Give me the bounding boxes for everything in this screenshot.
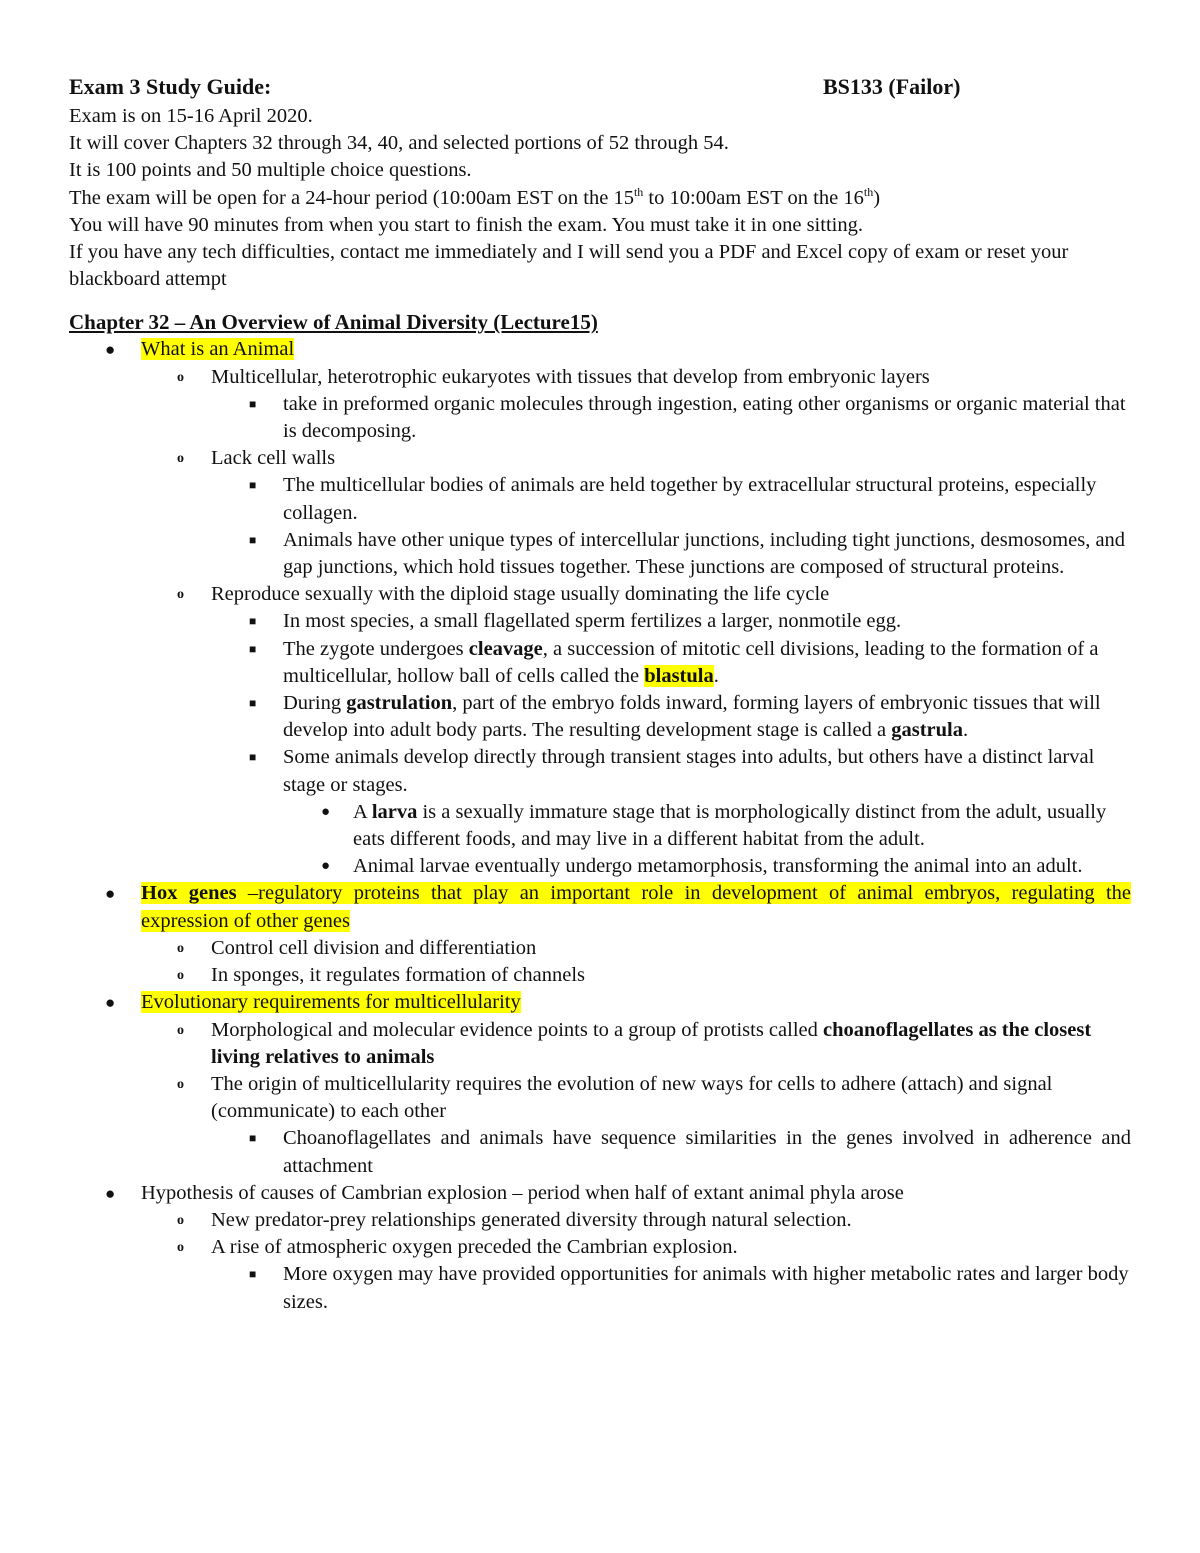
topic-what-is-animal: What is an Animal: [141, 338, 295, 361]
list-item: [69, 989, 1131, 1179]
exam-coverage: It will cover Chapters 32 through 34, 40, and selected portions of 52 through 54.: [69, 132, 729, 155]
bullet-icon: o: [177, 587, 184, 603]
bullet-icon: ■: [249, 641, 257, 656]
term-blastula: blastula: [644, 664, 714, 687]
bullet-icon: o: [177, 968, 184, 984]
bullet-icon: ■: [249, 614, 257, 629]
bullet-icon: o: [177, 1240, 184, 1256]
list-item: ■ During gastrulation, part of the embryo folds inward, forming layers of embryonic tissues that will develop into adult body parts. The resulting development stage is called a gastrula.: [249, 692, 1101, 742]
term-hox-genes: Hox genes: [141, 882, 237, 905]
list-item: [69, 1180, 1131, 1316]
course-name: BS133 (Failor): [823, 74, 961, 99]
bullet-icon: o: [177, 369, 184, 385]
list-item: ● Hox genes –regulatory proteins that play an important role in development of animal embryos, regulating the expression of other genes o Control cell division and differentiation o In sponges, it regulates formation of channels: [69, 880, 1131, 989]
bullet-icon: ■: [249, 750, 257, 765]
list-item: o The origin of multicellularity requires the evolution of new ways for cells to adhere (attach) and signal (communicate) to each other ■ Choanoflagellates and animals have sequence similarities in the genes involved in adherence and attachment: [141, 1071, 1131, 1180]
topic-cambrian: Hypothesis of causes of Cambrian explosion – period when half of extant animal phyla arose: [141, 1181, 904, 1204]
list-item: ■ Animals have other unique types of intercellular junctions, including tight junctions, desmosomes, and gap junctions, which hold tissues together. These junctions are composed of structural proteins.: [249, 528, 1126, 579]
chapter-heading: Chapter 32 – An Overview of Animal Diversity (Lecture15): [69, 310, 598, 335]
list-item: o A rise of atmospheric oxygen preceded the Cambrian explosion. ■ More oxygen may have provided opportunities for animals with higher metabolic rates and larger body sizes.: [141, 1234, 1131, 1316]
list-item: ■ More oxygen may have provided opportunities for animals with higher metabolic rates and larger body sizes.: [249, 1263, 1129, 1313]
bullet-icon: ●: [105, 340, 116, 360]
exam-window: The exam will be open for a 24-hour period (10:00am EST on the 15th to 10:00am EST on the 16th): [69, 184, 881, 209]
outline-list: [69, 336, 1131, 1315]
bullet-icon: ■: [249, 696, 257, 711]
document-page: [69, 71, 1131, 1316]
list-item: o Lack cell walls ■ The multicellular bodies of animals are held together by extracellular structural proteins, especially collagen. ■ Animals have other unique types of intercellular junctions, including tight junctions, desmosomes, and gap junctions, which hold tissues together. These junctions are composed of structural proteins.: [141, 445, 1131, 581]
list-item: o Morphological and molecular evidence points to a group of protists called choanoflagellates as the closest living relatives to animals: [177, 1018, 1092, 1068]
list-item: ■ take in preformed organic molecules through ingestion, eating other organisms or organic material that is decomposing.: [249, 392, 1126, 443]
bullet-icon: ●: [321, 858, 331, 875]
topic-multicellularity: Evolutionary requirements for multicellularity: [141, 991, 521, 1014]
bullet-icon: o: [177, 1076, 184, 1092]
term-larva: larva: [371, 800, 418, 823]
list-item: o Reproduce sexually with the diploid stage usually dominating the life cycle ■ In most species, a small flagellated sperm fertilizes a larger, nonmotile egg. ■ The zygote undergoes cleavage, a succession of mitotic cell divisions, leading to the formation of a multicellular, hollow ball of cells called the blastula. ■ During gastrulation, part of the embryo folds inward, forming layers of embryonic tissues that will develop into adult body parts. The resulting development stage is called a gastrula. ■ Some animals develop directly through transient stages into adults, but others have a distinct larval stage or stages. ● A larva is a sexually immature stage that is morphologically distinct from the adult, usually eats different foods, and may live in a different habitat from the adult. ● Animal larvae eventually undergo metamorphosis, transforming the animal into an adult.: [141, 581, 1131, 880]
bullet-icon: ■: [249, 1131, 257, 1146]
bullet-icon: o: [177, 1212, 184, 1228]
list-item: o New predator-prey relationships generated diversity through natural selection.: [141, 1207, 1131, 1234]
list-item: [69, 336, 1131, 880]
exam-info: [69, 103, 1131, 293]
bullet-icon: ●: [105, 884, 116, 904]
bullet-icon: ■: [249, 1267, 257, 1282]
bullet-icon: ■: [249, 396, 257, 411]
list-item: ■ The multicellular bodies of animals are held together by extracellular structural proteins, especially collagen.: [249, 474, 1097, 524]
bullet-icon: o: [177, 1022, 184, 1038]
exam-date: Exam is on 15-16 April 2020.: [69, 105, 313, 127]
term-gastrula: gastrula: [891, 719, 963, 742]
page-title: Exam 3 Study Guide:: [69, 74, 272, 99]
term-cleavage: cleavage: [468, 637, 543, 660]
list-item: o Multicellular, heterotrophic eukaryotes with tissues that develop from embryonic layers ■ take in preformed organic molecules through ingestion, eating other organisms or organic material that is decomposing.: [141, 364, 1131, 446]
list-item: ■ Some animals develop directly through transient stages into adults, but others have a distinct larval stage or stages. ● A larva is a sexually immature stage that is morphologically distinct from the adult, usually eats different foods, and may live in a different habitat from the adult. ● Animal larvae eventually undergo metamorphosis, transforming the animal into an adult.: [211, 744, 1131, 880]
term-choanoflagellates: choanoflagellates as the closest living relatives to animals: [211, 1018, 1092, 1068]
bullet-icon: o: [177, 940, 184, 956]
list-item: ■ The zygote undergoes cleavage, a succession of mitotic cell divisions, leading to the formation of a multicellular, hollow ball of cells called the blastula.: [249, 637, 1099, 687]
exam-points: It is 100 points and 50 multiple choice questions.: [69, 159, 472, 182]
bullet-icon: ●: [105, 1183, 116, 1203]
list-item: o Control cell division and differentiation: [141, 935, 1131, 962]
exam-tech-note: If you have any tech difficulties, contact me immediately and I will send you a PDF and Excel copy of exam or reset your blackboard attempt: [69, 241, 1069, 291]
bullet-icon: ■: [249, 532, 257, 547]
list-item: ● A larva is a sexually immature stage that is morphologically distinct from the adult, usually eats different foods, and may live in a different habitat from the adult.: [321, 800, 1107, 851]
term-gastrulation: gastrulation: [346, 692, 453, 715]
list-item: ● Animal larvae eventually undergo metamorphosis, transforming the animal into an adult.: [283, 853, 1131, 880]
bullet-icon: ●: [105, 993, 116, 1013]
bullet-icon: ■: [249, 478, 257, 493]
bullet-icon: o: [177, 451, 184, 467]
list-item: o In sponges, it regulates formation of channels: [141, 962, 1131, 989]
list-item: ■ In most species, a small flagellated sperm fertilizes a larger, nonmotile egg.: [211, 608, 1131, 635]
list-item: ■ Choanoflagellates and animals have sequence similarities in the genes involved in adherence and attachment: [249, 1127, 1131, 1177]
exam-duration: You will have 90 minutes from when you start to finish the exam. You must take it in one sitting.: [69, 213, 863, 236]
bullet-icon: ●: [321, 803, 331, 820]
header-row: [69, 71, 1131, 103]
